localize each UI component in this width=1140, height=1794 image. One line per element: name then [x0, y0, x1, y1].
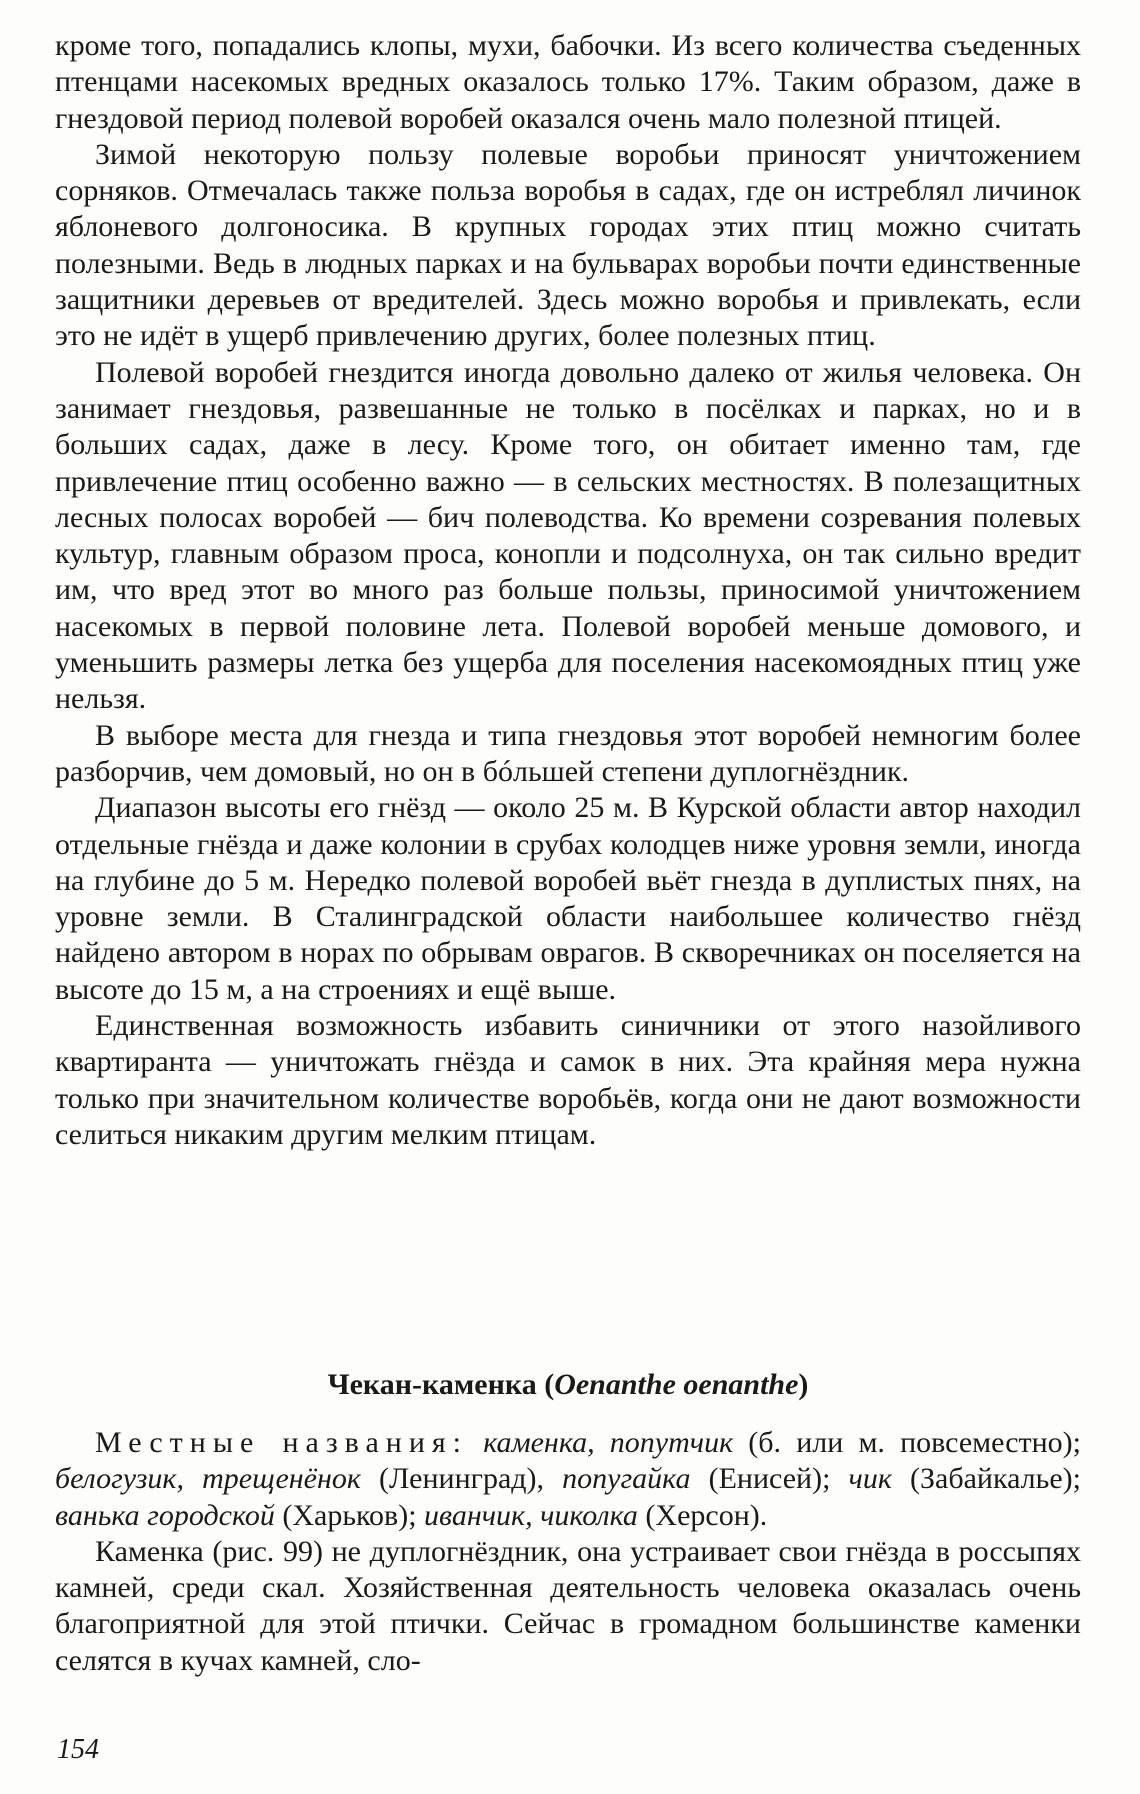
- local-name-term: иванчик, чиколка: [424, 1498, 638, 1532]
- paragraph-4: В выборе места для гнезда и типа гнездовья этот воробей немногим более разборчив, чем домовый, но он в бóльшей степени дуплогнёздник.: [55, 718, 1081, 788]
- local-name-region: (Забайкалье);: [891, 1462, 1081, 1496]
- local-name-region: (Енисей);: [690, 1462, 849, 1496]
- body-text: [55, 28, 1081, 1153]
- paragraph-5: Диапазон высоты его гнёзд — около 25 м. В Курской области автор находил отдельные гнёзда и даже колонии в срубах колодцев ниже уровня земли, иногда на глубине до 5 м. Нередко полевой воробей вьёт гнезда в дуплистых пнях, на уровне земли. В Сталинградской области наибольшее количество гнёзд найдено автором в норах по обрывам оврагов. В скворечниках он поселяется на высоте до 15 м, а на строениях и ещё выше.: [55, 791, 1081, 1006]
- page-number: 154: [57, 1734, 99, 1765]
- local-name-region: (Ленинград),: [360, 1462, 563, 1496]
- section-heading: [55, 1365, 1081, 1405]
- heading-latin: Oenanthe oenanthe: [554, 1368, 799, 1401]
- local-names-paragraph: [55, 1425, 1081, 1534]
- paragraph-3: Полевой воробей гнездится иногда довольно далеко от жилья человека. Он занимает гнездовья, развешанные не только в посёлках и парках, но и в больших садах, даже в лесу. Кроме того, он обитает именно там, где привлечение птиц особенно важно — в сельских местностях. В полезащитных лесных полосах воробей — бич полеводства. Ко времени созревания полевых культур, главным образом проса, конопли и подсолнуха, он так сильно вредит им, что вред этот во много раз больше пользы, приносимой уничтожением насекомых в первой половине лета. Полевой воробей меньше домового, и уменьшить размеры летка без ущерба для поселения насекомоядных птиц уже нельзя.: [55, 355, 1081, 716]
- local-name-region: (Херсон).: [637, 1498, 768, 1532]
- local-name-term: белогузик, трещенёнок: [55, 1462, 361, 1496]
- heading-russian: Чекан-каменка: [327, 1368, 537, 1401]
- section-body-paragraph: Каменка (рис. 99) не дуплогнёздник, она устраивает свои гнёзда в россыпях камней, среди скал. Хозяйственная деятельность человека оказалась очень благоприятной для этой птички. Сейчас в громадном большинстве каменки селятся в кучах камней, сло-: [55, 1534, 1081, 1677]
- paragraph-1: кроме того, попадались клопы, мухи, бабочки. Из всего количества съеденных птенцами насекомых вредных оказалось только 17%. Таким образом, даже в гнездовой период полевой воробей оказался очень мало полезной птицей.: [55, 29, 1081, 135]
- local-name-region: (Харьков);: [274, 1498, 425, 1532]
- local-name-term: ванька городской: [55, 1498, 275, 1532]
- local-name-region: (б. или м. повсеместно);: [733, 1426, 1081, 1459]
- heading-open-paren: (: [536, 1368, 555, 1401]
- local-name-term: чик: [848, 1462, 892, 1496]
- local-name-term: попугайка: [562, 1462, 691, 1496]
- heading-close-paren: ): [798, 1368, 809, 1401]
- section-text: [55, 1425, 1081, 1679]
- paragraph-2: Зимой некоторую пользу полевые воробьи приносят уничтожением сорняков. Отмечалась также польза воробья в садах, где он истреблял личинок яблоневого долгоносика. В крупных городах этих птиц можно считать полезными. Ведь в людных парках и на бульварах воробьи почти единственные защитники деревьев от вредителей. Здесь можно воробья и привлекать, если это не идёт в ущерб привлечению других, более полезных птиц.: [55, 137, 1081, 353]
- paragraph-6: Единственная возможность избавить синичники от этого назойливого квартиранта — уничтожать гнёзда и самок в них. Эта крайняя мера нужна только при значительном количестве воробьёв, когда они не дают возможности селиться никаким другим мелким птицам.: [55, 1009, 1081, 1151]
- local-names-label: Местные названия:: [95, 1426, 469, 1459]
- local-name-term: каменка, попутчик: [483, 1426, 734, 1459]
